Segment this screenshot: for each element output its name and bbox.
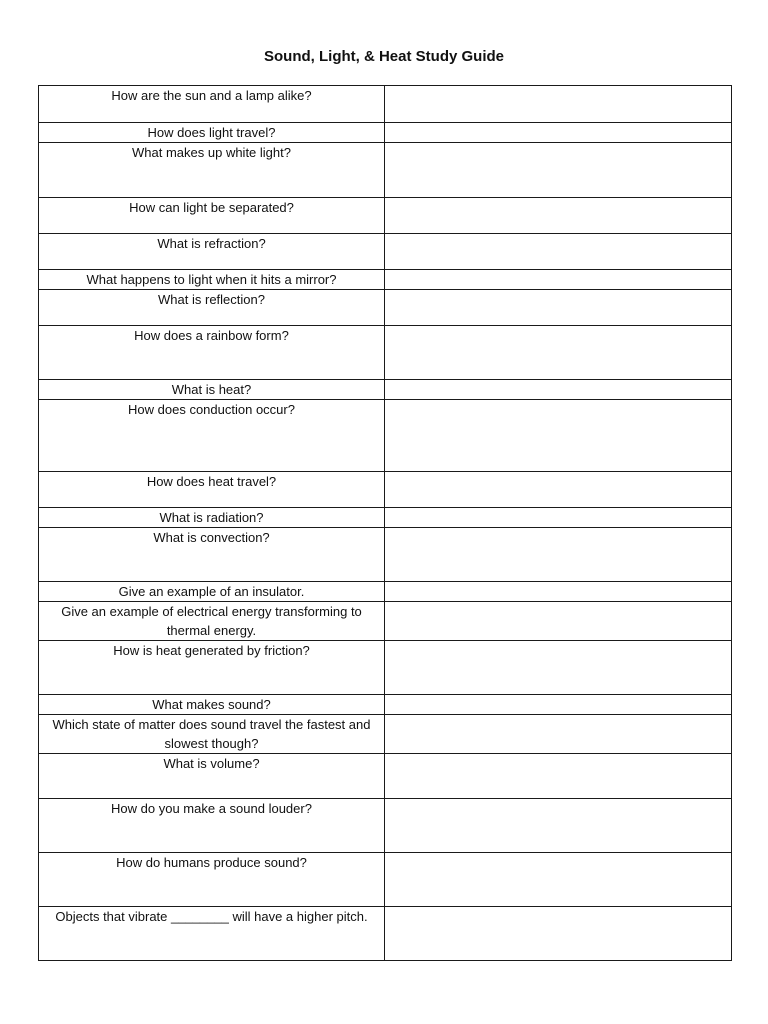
- question-cell: [39, 528, 385, 582]
- answer-cell[interactable]: [385, 380, 732, 400]
- question-text: Give an example of an insulator.: [118, 584, 305, 599]
- question-cell: [39, 799, 385, 853]
- question-text: How does light travel?: [147, 125, 276, 140]
- answer-cell[interactable]: [385, 799, 732, 853]
- question-text: Objects that vibrate ________ will have a higher pitch.: [55, 909, 368, 924]
- table-row: [39, 715, 732, 754]
- table-row: [39, 695, 732, 715]
- question-text: Give an example of electrical energy transforming to thermal energy.: [61, 604, 362, 638]
- answer-cell[interactable]: [385, 754, 732, 799]
- answer-cell[interactable]: [385, 270, 732, 290]
- table-row: [39, 907, 732, 961]
- table-row: [39, 508, 732, 528]
- question-text: What makes sound?: [152, 697, 271, 712]
- table-row: [39, 380, 732, 400]
- question-text: What is convection?: [153, 530, 270, 545]
- answer-cell[interactable]: [385, 695, 732, 715]
- answer-cell[interactable]: [385, 508, 732, 528]
- answer-cell[interactable]: [385, 582, 732, 602]
- question-cell: [39, 234, 385, 270]
- question-cell: [39, 270, 385, 290]
- table-row: [39, 799, 732, 853]
- answer-cell[interactable]: [385, 86, 732, 123]
- question-text: How do you make a sound louder?: [111, 801, 312, 816]
- table-row: [39, 472, 732, 508]
- question-cell: [39, 400, 385, 472]
- question-cell: [39, 582, 385, 602]
- question-text: What makes up white light?: [132, 145, 291, 160]
- answer-cell[interactable]: [385, 528, 732, 582]
- question-cell: [39, 754, 385, 799]
- answer-cell[interactable]: [385, 907, 732, 961]
- question-cell: [39, 472, 385, 508]
- question-text: How does conduction occur?: [128, 402, 295, 417]
- question-text: What is heat?: [171, 382, 252, 397]
- table-row: [39, 290, 732, 326]
- table-row: [39, 143, 732, 198]
- question-cell: [39, 198, 385, 234]
- question-cell: [39, 123, 385, 143]
- question-text: Which state of matter does sound travel the fastest and slowest though?: [52, 717, 371, 751]
- question-cell: [39, 602, 385, 641]
- question-text: What is volume?: [163, 756, 260, 771]
- study-guide-table: [38, 85, 732, 961]
- table-row: [39, 528, 732, 582]
- question-text: What is refraction?: [157, 236, 266, 251]
- question-cell: [39, 326, 385, 380]
- question-cell: [39, 380, 385, 400]
- answer-cell[interactable]: [385, 326, 732, 380]
- question-text: How does a rainbow form?: [134, 328, 289, 343]
- question-cell: [39, 641, 385, 695]
- question-cell: [39, 695, 385, 715]
- table-row: [39, 641, 732, 695]
- answer-cell[interactable]: [385, 143, 732, 198]
- answer-cell[interactable]: [385, 198, 732, 234]
- table-row: [39, 754, 732, 799]
- table-row: [39, 602, 732, 641]
- question-text: What is reflection?: [158, 292, 265, 307]
- table-row: [39, 234, 732, 270]
- question-text: What is radiation?: [159, 510, 264, 525]
- question-cell: [39, 290, 385, 326]
- table-row: [39, 400, 732, 472]
- question-cell: [39, 853, 385, 907]
- table-row: [39, 326, 732, 380]
- answer-cell[interactable]: [385, 290, 732, 326]
- question-text: How do humans produce sound?: [116, 855, 307, 870]
- question-cell: [39, 907, 385, 961]
- answer-cell[interactable]: [385, 234, 732, 270]
- page-title: Sound, Light, & Heat Study Guide: [264, 48, 504, 65]
- question-cell: [39, 86, 385, 123]
- question-text: How is heat generated by friction?: [113, 643, 310, 658]
- question-cell: [39, 715, 385, 754]
- table-row: [39, 853, 732, 907]
- table-row: [39, 86, 732, 123]
- table-row: [39, 270, 732, 290]
- answer-cell[interactable]: [385, 602, 732, 641]
- table-row: [39, 198, 732, 234]
- question-text: How does heat travel?: [146, 474, 277, 489]
- answer-cell[interactable]: [385, 641, 732, 695]
- question-text: What happens to light when it hits a mirror?: [86, 272, 337, 287]
- question-cell: [39, 143, 385, 198]
- table-row: [39, 582, 732, 602]
- answer-cell[interactable]: [385, 715, 732, 754]
- answer-cell[interactable]: [385, 472, 732, 508]
- answer-cell[interactable]: [385, 400, 732, 472]
- question-cell: [39, 508, 385, 528]
- table-row: [39, 123, 732, 143]
- question-text: How are the sun and a lamp alike?: [111, 88, 312, 103]
- question-text: How can light be separated?: [129, 200, 294, 215]
- answer-cell[interactable]: [385, 123, 732, 143]
- answer-cell[interactable]: [385, 853, 732, 907]
